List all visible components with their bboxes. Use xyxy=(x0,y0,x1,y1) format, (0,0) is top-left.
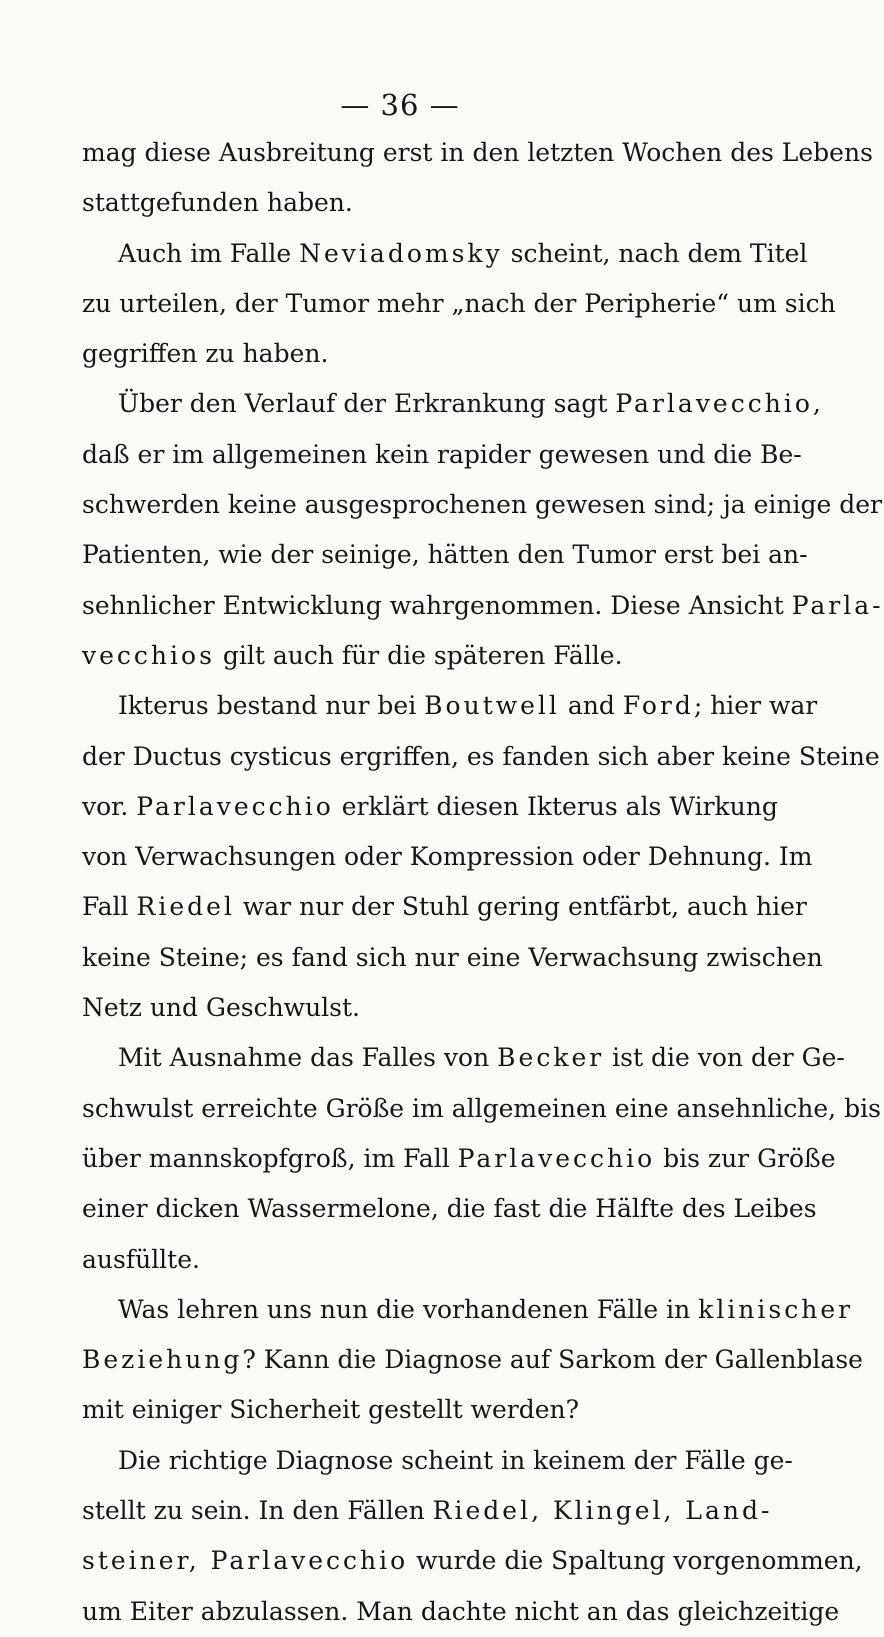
text-run: über mannskopfgroß, im Fall xyxy=(82,1143,458,1173)
text-run: ? Kann die Diagnose auf Sarkom der Gallenblase xyxy=(242,1345,863,1375)
text-line xyxy=(82,329,737,379)
text-run: Mit Ausnahme das Falles von xyxy=(118,1043,498,1073)
text-line xyxy=(82,933,823,983)
text-line xyxy=(82,1084,881,1134)
text-line xyxy=(82,480,882,530)
text-line xyxy=(82,1335,863,1385)
spaced-name: Boutwell xyxy=(424,691,560,721)
text-line xyxy=(82,732,880,782)
text-line xyxy=(82,631,737,681)
text-run: Die richtige Diagnose scheint in keinem der Fälle ge- xyxy=(118,1445,793,1475)
text-line xyxy=(82,1385,737,1435)
text-run: Über den Verlauf der Erkrankung sagt xyxy=(118,389,616,419)
text-line xyxy=(82,1134,836,1184)
text-line xyxy=(82,379,821,429)
text-line xyxy=(82,128,873,178)
text-line xyxy=(82,983,737,1033)
spaced-name: Riedel, Klingel, Land- xyxy=(432,1496,773,1526)
text-run: mag diese Ausbreitung erst in den letzten Wochen des Lebens xyxy=(82,138,873,167)
spaced-name: Parlavecchio xyxy=(457,1143,656,1173)
spaced-name: Ford xyxy=(622,691,694,721)
text-run: bis zur Größe xyxy=(655,1143,836,1173)
text-line xyxy=(82,530,808,580)
text-run: von Verwachsungen oder Kompression oder Dehnung. Im xyxy=(82,842,813,872)
spaced-name: Parlavecchio xyxy=(136,791,334,821)
spaced-name: Parlavecchio xyxy=(615,389,813,419)
text-line xyxy=(82,681,818,731)
spaced-name: klinischer xyxy=(698,1294,854,1324)
spaced-name: Riedel xyxy=(136,892,235,922)
body-text xyxy=(82,128,884,1637)
text-run: schwulst erreichte Größe im allgemeinen eine ansehnliche, bis xyxy=(82,1093,881,1123)
text-run: daß er im allgemeinen kein rapider gewesen und die Be- xyxy=(82,439,802,469)
text-run: wurde die Spaltung vorgenommen, xyxy=(408,1546,863,1576)
spaced-name: Parla- xyxy=(791,590,884,620)
text-line xyxy=(82,1486,773,1536)
text-line xyxy=(82,1536,863,1586)
text-run: war nur der Stuhl gering entfärbt, auch hier xyxy=(234,892,807,922)
text-run: Fall xyxy=(82,892,137,922)
text-run: Patienten, wie der seinige, hätten den Tumor erst bei an- xyxy=(82,540,808,570)
text-line xyxy=(82,1235,737,1285)
text-line xyxy=(82,882,807,932)
text-run: erklärt diesen Ikterus als Wirkung xyxy=(333,791,778,821)
text-run: der Ductus cysticus ergriffen, es fanden sich aber keine Steine xyxy=(82,741,880,771)
spaced-name: Neviadomsky xyxy=(299,238,503,268)
text-run: schwerden keine ausgesprochenen gewesen sind; ja einige der xyxy=(82,490,882,520)
text-line xyxy=(82,782,778,832)
text-line xyxy=(82,1436,793,1486)
text-run: and xyxy=(559,691,623,721)
text-run: ist die von der Ge- xyxy=(604,1043,845,1073)
text-line xyxy=(82,1285,854,1335)
text-run: ausfüllte. xyxy=(82,1244,200,1274)
text-run: scheint, nach dem Titel xyxy=(502,238,808,268)
text-line xyxy=(82,430,802,480)
text-run: einer dicken Wassermelone, die fast die Hälfte des Leibes xyxy=(82,1194,817,1224)
text-run: mit einiger Sicherheit gestellt werden? xyxy=(82,1395,580,1425)
text-run: stattgefunden haben. xyxy=(82,188,353,218)
text-run: sehnlicher Entwicklung wahrgenommen. Diese Ansicht xyxy=(82,590,792,620)
text-run: stellt zu sein. In den Fällen xyxy=(82,1496,433,1526)
text-line xyxy=(82,279,836,329)
text-run: vor. xyxy=(82,791,137,821)
text-line xyxy=(82,1033,845,1083)
spaced-name: Beziehung xyxy=(82,1345,243,1375)
spaced-name: steiner, Parlavecchio xyxy=(82,1546,409,1576)
text-run: keine Steine; es fand sich nur eine Verwachsung zwischen xyxy=(82,942,823,972)
text-line xyxy=(82,1184,817,1234)
text-run: Netz und Geschwulst. xyxy=(82,993,361,1023)
text-run: Was lehren uns nun die vorhandenen Fälle in xyxy=(118,1294,699,1324)
text-line xyxy=(82,178,737,228)
text-line xyxy=(82,581,884,631)
text-line xyxy=(82,1587,840,1637)
spaced-name: vecchios xyxy=(82,640,215,670)
text-run: um Eiter abzulassen. Man dachte nicht an das gleichzeitige xyxy=(82,1596,840,1626)
text-run: ; hier war xyxy=(693,691,818,721)
text-line xyxy=(82,832,813,882)
text-run: Ikterus bestand nur bei xyxy=(118,691,425,721)
text-run: gilt auch für die späteren Fälle. xyxy=(214,640,623,670)
text-run: Auch im Falle xyxy=(118,238,300,268)
text-line xyxy=(82,229,808,279)
text-run: , xyxy=(812,389,821,419)
text-run: zu urteilen, der Tumor mehr „nach der Peripherie“ um sich xyxy=(82,288,836,318)
text-run: gegriffen zu haben. xyxy=(82,339,329,369)
spaced-name: Becker xyxy=(497,1043,605,1073)
page-number: — 36 — xyxy=(340,88,460,122)
